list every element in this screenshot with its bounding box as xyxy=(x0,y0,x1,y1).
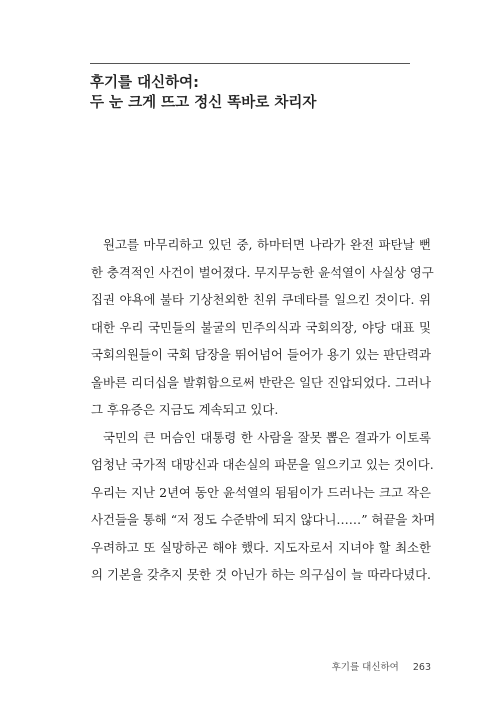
text-line: 대한 우리 국민들의 불굴의 민주의식과 국회의장, 야당 대표 및 xyxy=(91,319,431,335)
text-line: 올바른 리더십을 발휘함으로써 반란은 일단 진압되었다. 그러나 xyxy=(91,374,431,390)
paragraph-1 xyxy=(91,231,434,424)
text-line: 국회의원들이 국회 담장을 뛰어넘어 들어가 용기 있는 판단력과 xyxy=(91,347,431,362)
page-number: 263 xyxy=(412,662,431,673)
text-line: 우려하고 또 실망하곤 해야 했다. 지도자로서 지녀야 할 최소한 xyxy=(91,539,431,555)
paragraph-2 xyxy=(91,424,436,589)
body-text xyxy=(91,231,436,589)
text-line: 원고를 마무리하고 있던 중, 하마터면 나라가 완전 파탄날 뻔 xyxy=(103,237,431,252)
page-footer xyxy=(0,659,431,673)
text-line: 집권 야욕에 불타 기상천외한 친위 쿠데타를 일으킨 것이다. 위 xyxy=(91,292,431,307)
text-line: 우리는 지난 2년여 동안 윤석열의 됨됨이가 드러나는 크고 작은 xyxy=(91,484,431,500)
text-line: 국민의 큰 머슴인 대통령 한 사람을 잘못 뽑은 결과가 이토록 xyxy=(103,429,431,445)
text-line: 그 후유증은 지금도 계속되고 있다. xyxy=(91,402,279,417)
text-line: 엄청난 국가적 대망신과 대손실의 파문을 일으키고 있는 것이다. xyxy=(91,457,434,472)
heading-line-1: 후기를 대신하여: xyxy=(90,75,199,91)
text-line: 의 기본을 갖추지 못한 것 아닌가 하는 의구심이 늘 따라다녔다. xyxy=(91,567,431,582)
running-title: 후기를 대신하여 xyxy=(331,662,399,673)
text-line: 사건들을 통해 “저 정도 수준밖에 되지 않다니……” 혀끝을 차며 xyxy=(91,512,436,527)
chapter-heading xyxy=(90,73,420,113)
heading-line-2: 두 눈 크게 뜨고 정신 똑바로 차리자 xyxy=(90,95,317,111)
heading-rule xyxy=(90,63,410,64)
text-line: 한 충격적인 사건이 벌어졌다. 무지무능한 윤석열이 사실상 영구 xyxy=(91,264,434,280)
